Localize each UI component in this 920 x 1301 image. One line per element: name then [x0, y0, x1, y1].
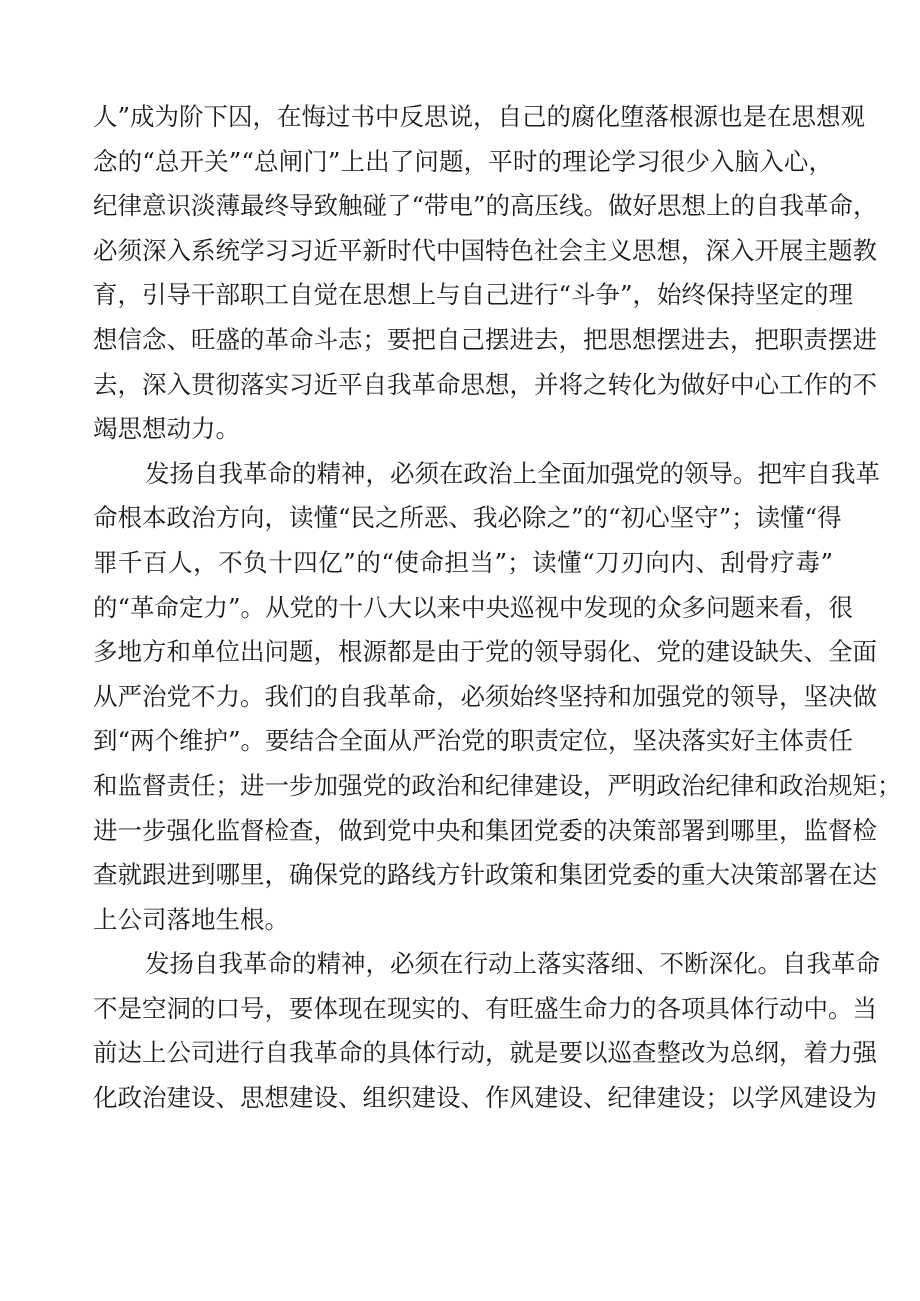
text-line: 查就跟进到哪里，确保党的路线方针政策和集团党委的重大决策部署在达 — [93, 860, 877, 890]
text-line: 育，引导干部职工自觉在思想上与自己进行“斗争”，始终保持坚定的理 — [93, 280, 854, 310]
text-line: 竭思想动力。 — [93, 414, 240, 444]
document-body — [93, 95, 902, 1121]
text-line: 和监督责任；进一步加强党的政治和纪律建设，严明政治纪律和政治规矩； — [93, 770, 902, 800]
text-line: 想信念、旺盛的革命斗志；要把自己摆进去，把思想摆进去，把职责摆进 — [93, 324, 877, 354]
text-line: 进一步强化监督检查，做到党中央和集团党委的决策部署到哪里，监督检 — [93, 815, 877, 845]
text-line: 去，深入贯彻落实习近平自我革命思想，并将之转化为做好中心工作的不 — [93, 369, 877, 399]
paragraph-1 — [93, 95, 878, 452]
text-line: 从严治党不力。我们的自我革命，必须始终坚持和加强党的领导，坚决做 — [93, 681, 877, 711]
text-line: 人”成为阶下囚，在悔过书中反思说，自己的腐化堕落根源也是在思想观 — [93, 102, 866, 131]
text-line: 到“两个维护”。要结合全面从严治党的职责定位，坚决落实好主体责任 — [93, 726, 854, 756]
text-line: 的“革命定力”。从党的十八大以来中央巡视中发现的众多问题来看，很 — [93, 592, 854, 622]
text-line: 化政治建设、思想建设、组织建设、作风建设、纪律建设；以学风建设为 — [93, 1083, 877, 1113]
text-line: 前达上公司进行自我革命的具体行动，就是要以巡查整改为总纲，着力强 — [93, 1038, 877, 1068]
text-line: 发扬自我革命的精神，必须在政治上全面加强党的领导。把牢自我革 — [145, 458, 880, 488]
text-line: 上公司落地生根。 — [93, 904, 289, 934]
text-line: 罪千百人，不负十四亿”的“使命担当”；读懂“刀刃向内、刮骨疗毒” — [93, 547, 833, 577]
text-line: 纪律意识淡薄最终导致触碰了“带电”的高压线。做好思想上的自我革命， — [93, 191, 878, 221]
paragraph-3 — [93, 942, 880, 1120]
text-line: 念的“总开关”“总闸门”上出了问题，平时的理论学习很少入脑入心， — [93, 146, 833, 176]
text-line: 多地方和单位出问题，根源都是由于党的领导弱化、党的建设缺失、全面 — [93, 637, 877, 667]
text-line: 不是空洞的口号，要体现在现实的、有旺盛生命力的各项具体行动中。当 — [93, 993, 877, 1023]
paragraph-2 — [93, 452, 902, 943]
text-line: 发扬自我革命的精神，必须在行动上落实落细、不断深化。自我革命 — [145, 949, 880, 979]
text-line: 必须深入系统学习习近平新时代中国特色社会主义思想，深入开展主题教 — [93, 235, 877, 265]
text-line: 命根本政治方向，读懂“民之所恶、我必除之”的“初心坚守”；读懂“得 — [93, 503, 842, 533]
